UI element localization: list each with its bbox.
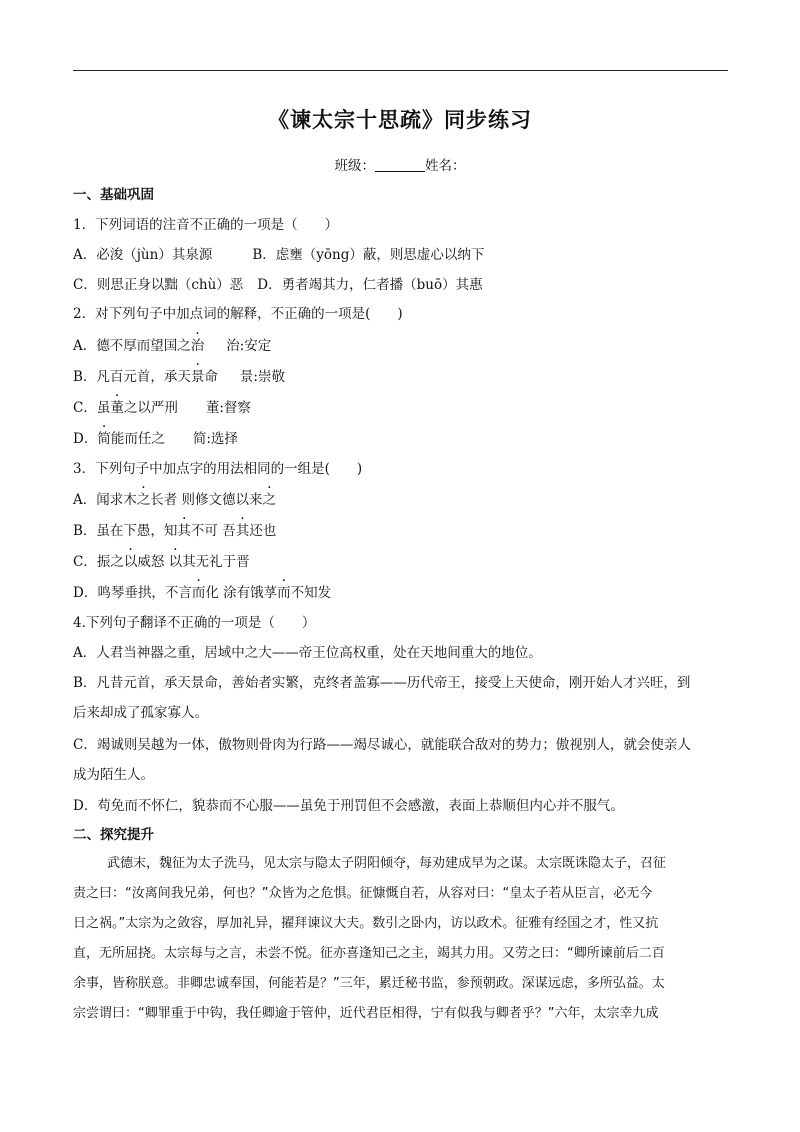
- q3-option-a: [73, 488, 276, 508]
- q2-option-a: [73, 334, 271, 354]
- q3-b-dotted-1: 其: [177, 523, 191, 539]
- q2-b-text-post: 命: [204, 369, 218, 385]
- q2-a-dotted-char: 治: [190, 338, 205, 354]
- q1-options-ab: [73, 243, 484, 263]
- q3-option-d: [73, 581, 331, 601]
- class-name-line: [0, 154, 800, 174]
- q3-a-text1: A．闻求木: [73, 492, 137, 508]
- q4-option-a: A．人君当神器之重，居域中之大——帝王位高权重，处在天地间重大的地位。: [73, 645, 542, 661]
- class-blank[interactable]: [375, 158, 425, 172]
- q2-option-c: [73, 396, 251, 416]
- q2-d-dotted-char: 简: [97, 431, 111, 447]
- class-label: 班级：: [334, 158, 375, 174]
- q3-c-text1: C．振之: [73, 554, 124, 570]
- q2-option-b: [73, 365, 285, 385]
- passage-line: 武德末，魏征为太子洗马，见太宗与隐太子阴阳倾夺，每劝建成早为之谋。太宗既诛隐太子，召征: [107, 856, 667, 871]
- q3-c-dotted-2: 以: [168, 554, 183, 570]
- q2-c-dotted-char: 董: [110, 400, 124, 416]
- q2-c-gloss: 董:督察: [205, 400, 251, 416]
- header-rule: [73, 70, 728, 71]
- q4-stem: 4.下列句子翻译不正确的一项是（ ）: [73, 615, 316, 631]
- q2-d-gloss: 简:选择: [192, 431, 238, 447]
- section-heading-basics: 一、基础巩固: [73, 187, 154, 203]
- q2-a-gloss: 治:安定: [226, 338, 272, 354]
- q2-c-text: C．虽: [73, 400, 111, 416]
- section-heading-inquiry: 二、探究提升: [73, 827, 154, 843]
- name-label: 姓名：: [425, 158, 466, 174]
- q3-b-text1: B．虽在下愚，知: [73, 523, 178, 539]
- passage-line: 直，无所屈挠。太宗每与之言，未尝不悦。征亦喜逢知己之主，竭其力用。又劳之曰：“卿所谏前后二百: [73, 946, 665, 961]
- q4-option-b-line2: 后来却成了孤家寡人。: [73, 705, 208, 721]
- q3-c-text3: 其无礼于晋: [182, 554, 250, 570]
- passage-line: 余事，皆称朕意。非卿忠诚奉国，何能若是？”三年，累迁秘书监，参预朝政。深谋远虑，多所弘益。太: [73, 976, 665, 991]
- q3-option-c: [73, 550, 250, 570]
- q4-option-b-line1: B．凡昔元首，承天景命，善始者实繁，克终者盖寡——历代帝王，接受上天使命，刚开始人才兴旺，到: [73, 675, 691, 691]
- q2-option-d: [73, 427, 238, 447]
- q2-b-text: B．凡百元首，承天: [73, 369, 191, 385]
- q1-options-cd: [73, 273, 483, 293]
- q1-option-c: C．则思正身以黜（chù）恶: [73, 277, 244, 293]
- passage-line: 日之祸。”太宗为之敛容，厚加礼异，擢拜谏议大夫。数引之卧内，访以政术。征雅有经国之才，性又抗: [73, 916, 659, 931]
- q4-option-d: D．苟免而不怀仁，貌恭而不心服——虽免于刑罚但不会感激，表面上恭顺但内心并不服气。: [73, 798, 624, 814]
- q1-option-d: D．勇者竭其力，仁者播（buō）其惠: [257, 277, 483, 293]
- q3-stem: 3．下列句子中加点字的用法相同的一组是( ): [73, 461, 363, 477]
- q2-d-text: D．: [73, 431, 98, 447]
- q3-option-b: [73, 519, 276, 539]
- q3-a-text2: 长者 则修文德以来: [150, 492, 263, 508]
- q3-d-text2: 化 涂有饿莩: [205, 585, 278, 601]
- q3-a-dotted-1: 之: [136, 492, 151, 508]
- page-title: 《谏太宗十思疏》同步练习: [268, 108, 532, 132]
- passage-line: 宗尝谓曰：“卿罪重于中钩，我任卿逾于管仲，近代君臣相得，宁有似我与卿者乎？”六年，太宗幸九成: [73, 1006, 659, 1021]
- q1-option-a: A．必浚（jùn）其泉源: [73, 247, 213, 263]
- q1-stem: 1．下列词语的注音不正确的一项是（ ）: [73, 217, 339, 233]
- q1-option-b: B．虑壅（yōng）蔽，则思虚心以纳下: [252, 247, 485, 263]
- q2-a-text: A．德不厚而望国之: [73, 338, 191, 354]
- q3-d-dotted-2: 而: [277, 585, 291, 601]
- q3-d-text3: 不知发: [290, 585, 332, 601]
- q2-d-text-post: 能而任之: [110, 431, 165, 447]
- q2-c-text-post: 之以严刑: [123, 400, 178, 416]
- q3-b-dotted-2: 其: [235, 523, 250, 539]
- q3-c-dotted-1: 以: [123, 554, 138, 570]
- q3-d-dotted-1: 而: [191, 585, 206, 601]
- q3-d-text1: D．鸣琴垂拱，不言: [73, 585, 192, 601]
- q2-b-gloss: 景:崇敬: [239, 369, 285, 385]
- q3-c-text2: 威怒: [137, 554, 169, 570]
- passage-line: 责之曰：“汝离间我兄弟，何也？”众皆为之危惧。征慷慨自若，从容对曰：“皇太子若从臣言，必无今: [73, 886, 653, 901]
- q3-b-text3: 还也: [249, 523, 277, 539]
- q3-b-text2: 不可 吾: [190, 523, 236, 539]
- q3-a-dotted-2: 之: [262, 492, 277, 508]
- q2-b-dotted-char: 景: [190, 369, 205, 385]
- q4-option-c-line2: 成为陌生人。: [73, 767, 154, 783]
- q4-option-c-line1: C．竭诚则吴越为一体，傲物则骨肉为行路——竭尽诚心，就能联合敌对的势力；傲视别人，就会使亲人: [73, 737, 691, 753]
- q2-stem: 2．对下列句子中加点词的解释，不正确的一项是( ): [73, 306, 403, 322]
